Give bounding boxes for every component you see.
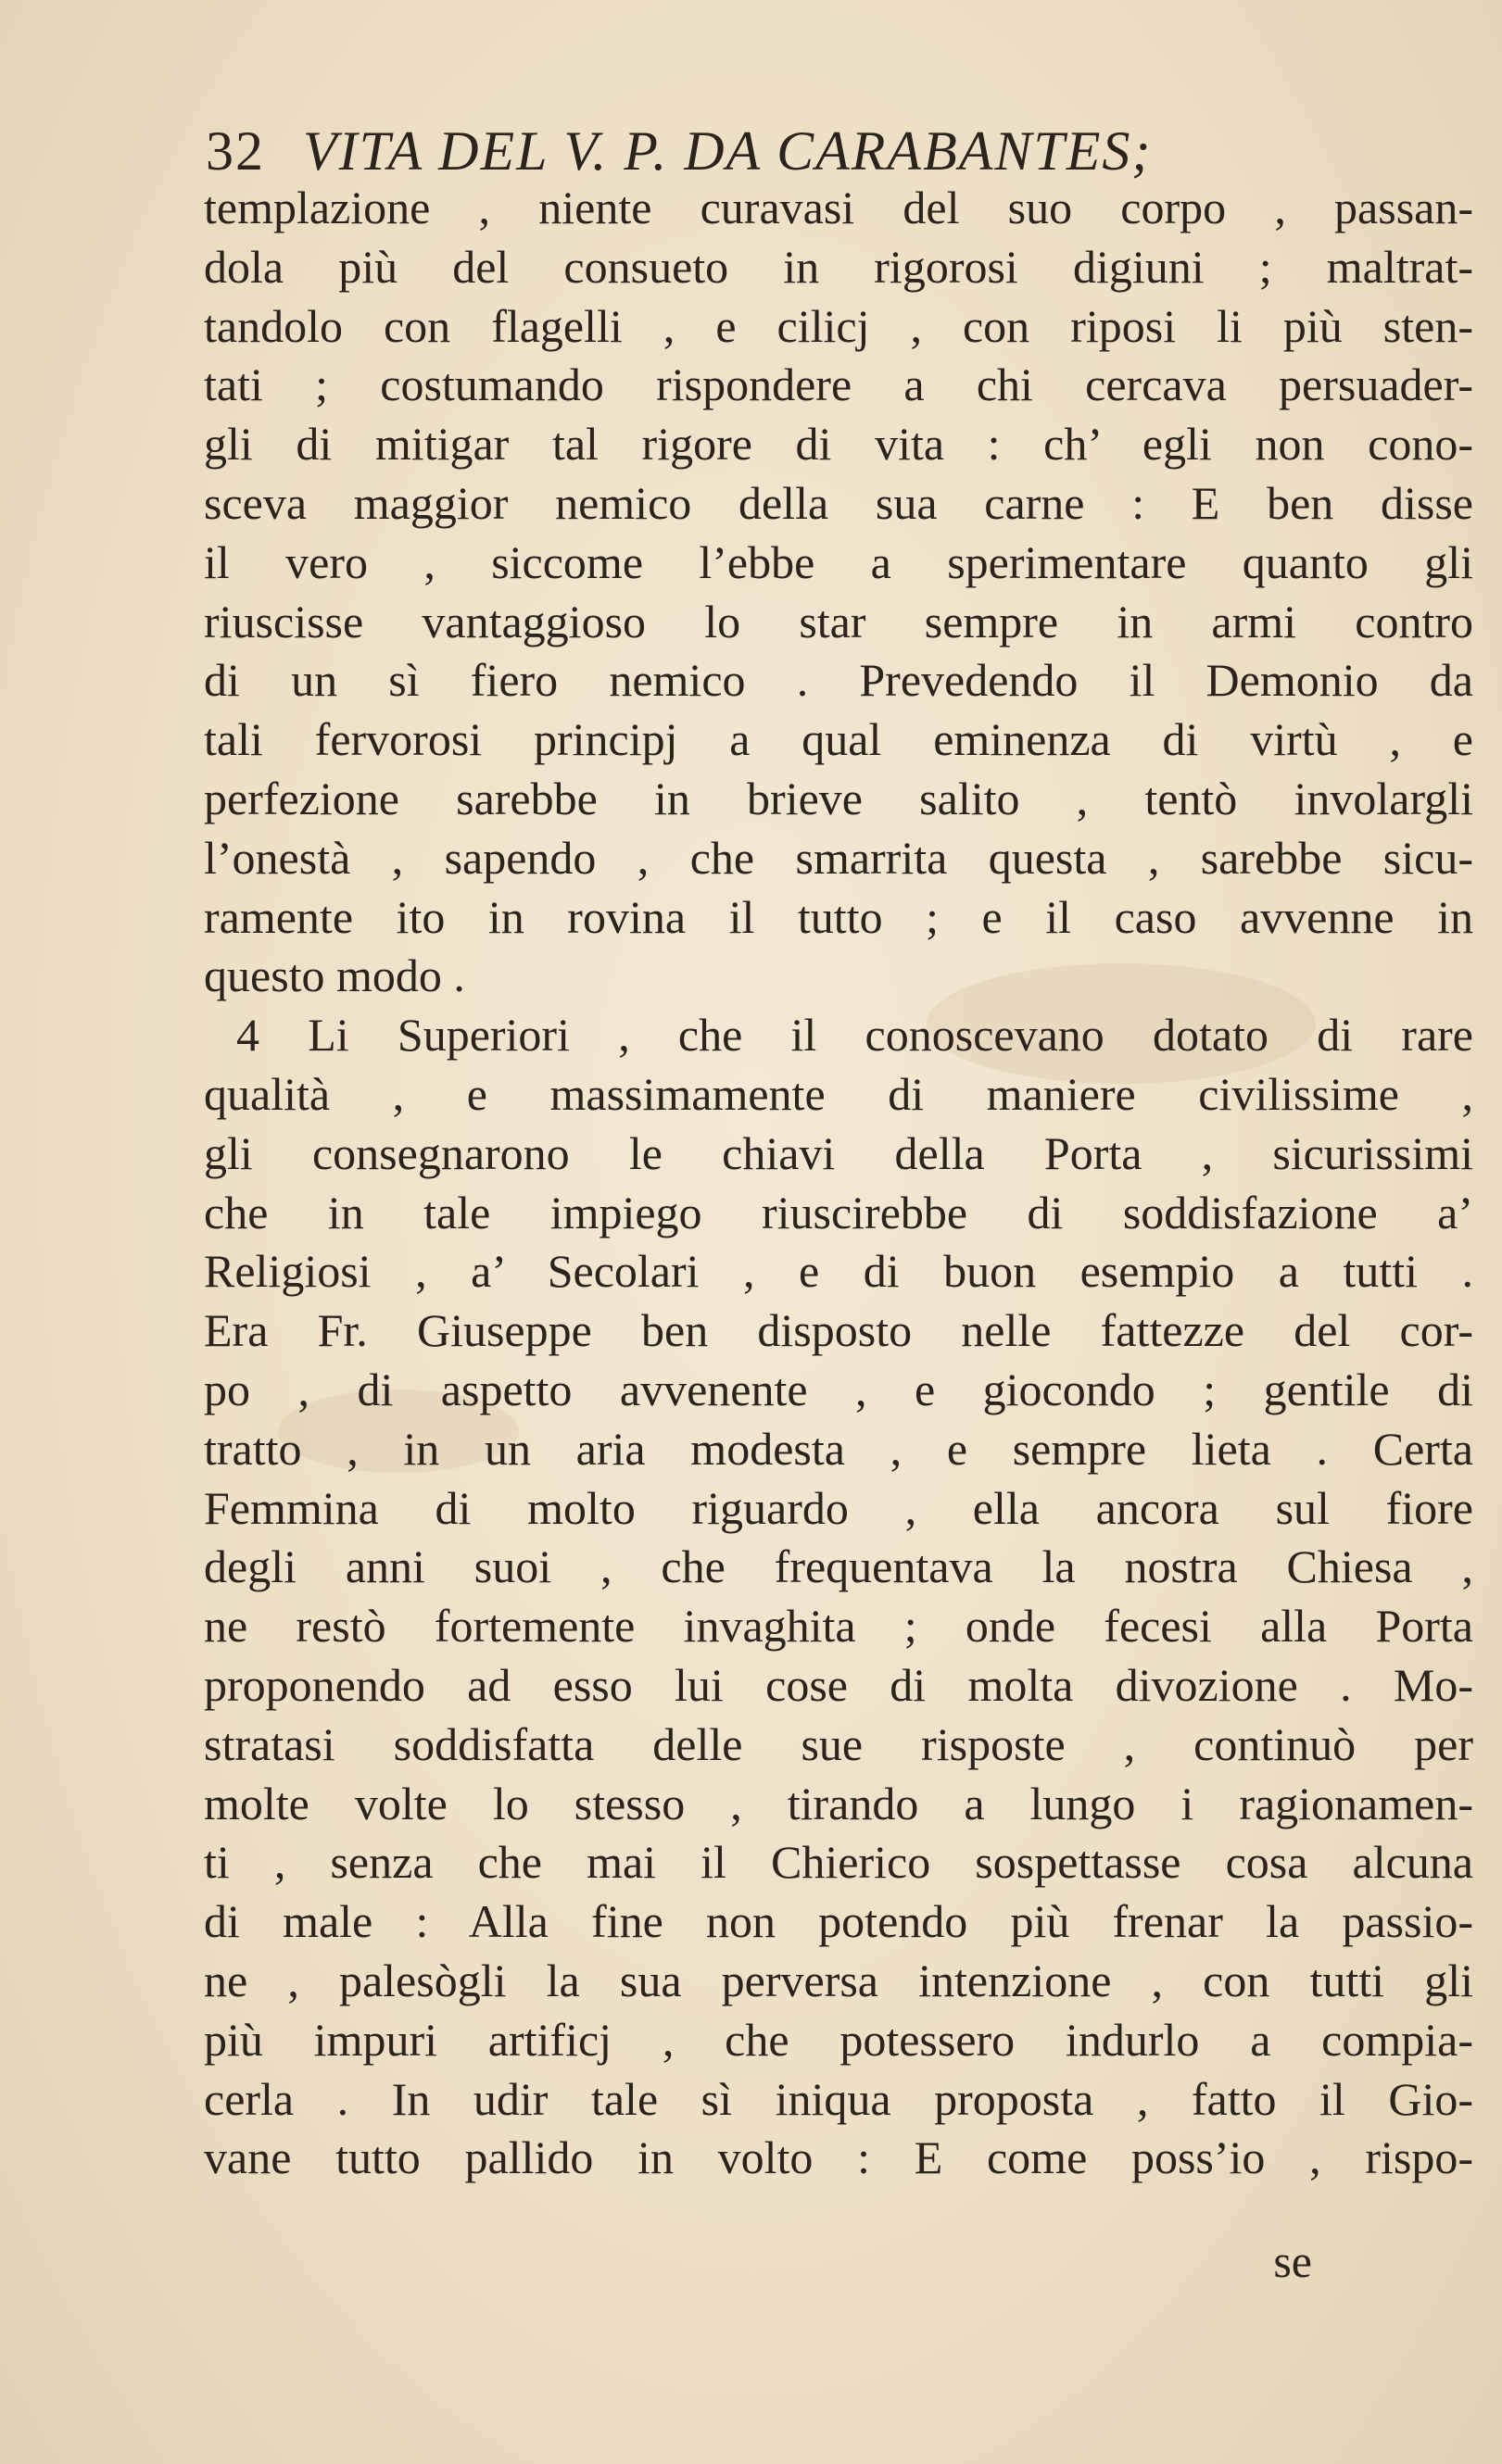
- text-line: cerla . In udir tale sì iniqua proposta , fatto il Gio-: [204, 2072, 1473, 2125]
- text-line: più impuri artificj , che potessero indurlo a compia-: [204, 2013, 1473, 2066]
- text-line: di un sì fiero nemico . Prevedendo il Demonio da: [204, 654, 1473, 707]
- text-line: tandolo con flagelli , e cilicj , con riposi li più sten-: [204, 299, 1473, 352]
- text-line: perfezione sarebbe in brieve salito , tentò involargli: [204, 772, 1473, 824]
- text-line: ne restò fortemente invaghita ; onde fecesi alla Porta: [204, 1600, 1473, 1653]
- text-line: ramente ito in rovina il tutto ; e il caso avvenne in: [204, 890, 1473, 943]
- text-line: molte volte lo stesso , tirando a lungo i ragionamen-: [204, 1777, 1473, 1829]
- text-line: ti , senza che mai il Chierico sospettasse cosa alcuna: [204, 1836, 1473, 1889]
- text-line: questo modo .: [204, 949, 465, 1002]
- text-line: di male : Alla fine non potendo più frenar la passio-: [204, 1895, 1473, 1948]
- text-line: dola più del consueto in rigorosi digiuni ; maltrat-: [204, 240, 1473, 293]
- text-line: po , di aspetto avvenente , e giocondo ; gentile di: [204, 1363, 1473, 1415]
- text-line: sceva maggior nemico della sua carne : E ben disse: [204, 476, 1473, 529]
- text-line: stratasi soddisfatta delle sue risposte , continuò per: [204, 1717, 1473, 1770]
- text-line: qualità , e massimamente di maniere civilissime ,: [204, 1067, 1473, 1120]
- page-number: 32: [206, 120, 265, 182]
- text-line: proponendo ad esso lui cose di molta divozione . Mo-: [204, 1658, 1473, 1711]
- text-line: riuscisse vantaggioso lo star sempre in armi contro: [204, 595, 1473, 647]
- catchword: se: [1273, 2235, 1312, 2287]
- text-line: l’onestà , sapendo , che smarrita questa , sarebbe sicu-: [204, 831, 1473, 884]
- running-header: [206, 119, 1502, 183]
- text-line: Era Fr. Giuseppe ben disposto nelle fattezze del cor-: [204, 1304, 1473, 1357]
- text-line: che in tale impiego riuscirebbe di soddisfazione a’: [204, 1186, 1473, 1238]
- text-line: ne , palesògli la sua perversa intenzione , con tutti gli: [204, 1954, 1473, 2006]
- text-line: gli di mitigar tal rigore di vita : ch’ egli non cono-: [204, 418, 1473, 471]
- text-line: tati ; costumando rispondere a chi cercava persuader-: [204, 358, 1473, 411]
- text-line: degli anni suoi , che frequentava la nostra Chiesa ,: [204, 1540, 1473, 1593]
- text-line: il vero , siccome l’ebbe a sperimentare quanto gli: [204, 535, 1473, 588]
- text-line: templazione , niente curavasi del suo corpo , passan-: [204, 182, 1473, 233]
- text-line: Femmina di molto riguardo , ella ancora sul fiore: [204, 1481, 1473, 1534]
- text-line: tali fervorosi principj a qual eminenza di virtù , e: [204, 713, 1473, 766]
- text-line: gli consegnarono le chiavi della Porta , sicurissimi: [204, 1126, 1473, 1179]
- text-line: tratto , in un aria modesta , e sempre lieta . Certa: [204, 1422, 1473, 1475]
- text-line: vane tutto pallido in volto : E come poss’io , rispo-: [204, 2131, 1473, 2184]
- paragraph-start-line: 4 Li Superiori , che il conoscevano dotato di rare: [236, 1009, 1473, 1062]
- running-title: VITA DEL V. P. DA CARABANTES;: [303, 120, 1153, 182]
- text-line: Religiosi , a’ Secolari , e di buon esempio a tutti .: [204, 1245, 1473, 1298]
- body-text: [204, 179, 1473, 2188]
